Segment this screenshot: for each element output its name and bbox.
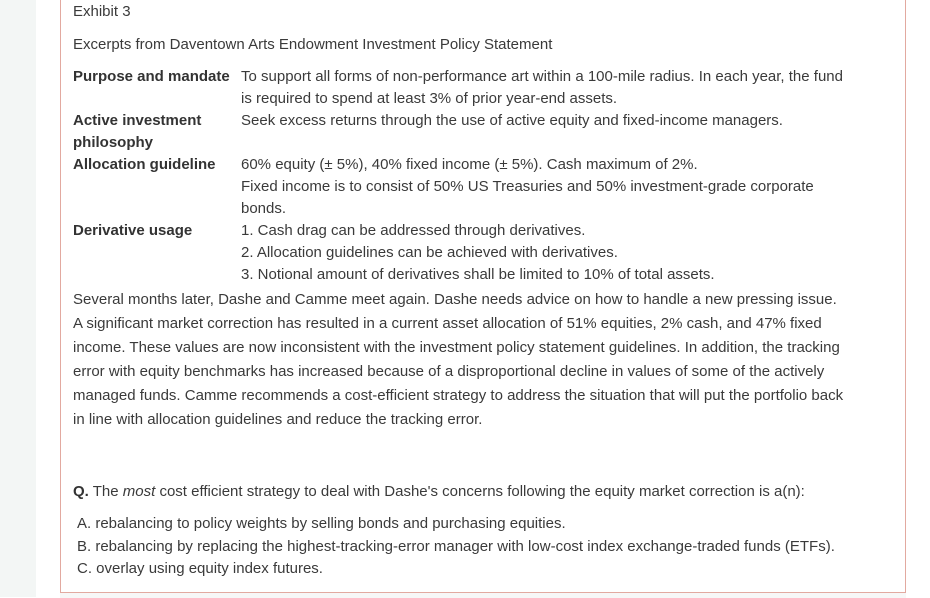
- answer-option-c[interactable]: C. overlay using equity index futures.: [77, 560, 323, 577]
- policy-value: [241, 220, 901, 286]
- answer-options: [77, 513, 835, 581]
- question-post: cost efficient strategy to deal with Dashe's concerns following the equity market correction is a(n):: [155, 483, 805, 500]
- answer-option-a[interactable]: A. rebalancing to policy weights by selling bonds and purchasing equities.: [77, 515, 566, 532]
- policy-value: [241, 66, 901, 110]
- question-label: Q.: [73, 483, 89, 500]
- paragraph-line: error with equity benchmarks has increased because of a disproportional decline in values of some of the actively: [73, 363, 825, 380]
- policy-key: [73, 110, 241, 154]
- question-emphasis: most: [122, 483, 156, 500]
- policy-value-line: 2. Allocation guidelines can be achieved with derivatives.: [241, 244, 618, 261]
- policy-table: [73, 66, 901, 286]
- question-pre: The: [88, 483, 123, 500]
- paragraph-line: income. These values are now inconsistent with the investment policy statement guidelines. In addition, the tracking: [73, 339, 840, 356]
- paragraph-line: Several months later, Dashe and Camme meet again. Dashe needs advice on how to handle a new pressing issue.: [73, 291, 837, 308]
- paragraph-line: A significant market correction has resulted in a current asset allocation of 51% equities, 2% cash, and 47% fixed: [73, 315, 822, 332]
- policy-value-line: Seek excess returns through the use of active equity and fixed-income managers.: [241, 112, 783, 129]
- panel-bottom-border: [60, 592, 906, 598]
- policy-key: Purpose and mandate: [73, 68, 230, 85]
- policy-key-line: philosophy: [73, 134, 153, 151]
- policy-value-line: 1. Cash drag can be addressed through derivatives.: [241, 222, 586, 239]
- policy-row-allocation: [73, 154, 901, 220]
- policy-key: Allocation guideline: [73, 156, 216, 173]
- case-paragraph: [73, 288, 901, 432]
- question-stem: [73, 481, 805, 503]
- exhibit-subtitle: Excerpts from Daventown Arts Endowment Investment Policy Statement: [73, 36, 553, 53]
- answer-option-b[interactable]: B. rebalancing by replacing the highest-tracking-error manager with low-cost index exchange-traded funds (ETFs).: [77, 537, 835, 555]
- left-margin-strip: [0, 0, 36, 597]
- exhibit-title: Exhibit 3: [73, 3, 131, 20]
- policy-row-derivative: [73, 220, 901, 286]
- policy-row-purpose: [73, 66, 901, 110]
- policy-row-active-investment: [73, 110, 901, 154]
- policy-value: [241, 110, 901, 154]
- question-panel: [60, 0, 906, 592]
- policy-value-line: 60% equity (± 5%), 40% fixed income (± 5%). Cash maximum of 2%.: [241, 156, 698, 173]
- policy-value-line: is required to spend at least 3% of prior year-end assets.: [241, 90, 618, 107]
- paragraph-line: in line with allocation guidelines and reduce the tracking error.: [73, 411, 483, 428]
- policy-key: Derivative usage: [73, 222, 193, 239]
- policy-value: [241, 154, 901, 220]
- policy-value-line: To support all forms of non-performance art within a 100-mile radius. In each year, the fund: [241, 68, 843, 85]
- policy-value-line: Fixed income is to consist of 50% US Treasuries and 50% investment-grade corporate: [241, 178, 814, 195]
- policy-key-line: Active investment: [73, 112, 202, 129]
- policy-value-line: 3. Notional amount of derivatives shall be limited to 10% of total assets.: [241, 266, 715, 283]
- paragraph-line: managed funds. Camme recommends a cost-efficient strategy to address the situation that will put the portfolio back: [73, 387, 844, 404]
- policy-value-line: bonds.: [241, 200, 287, 217]
